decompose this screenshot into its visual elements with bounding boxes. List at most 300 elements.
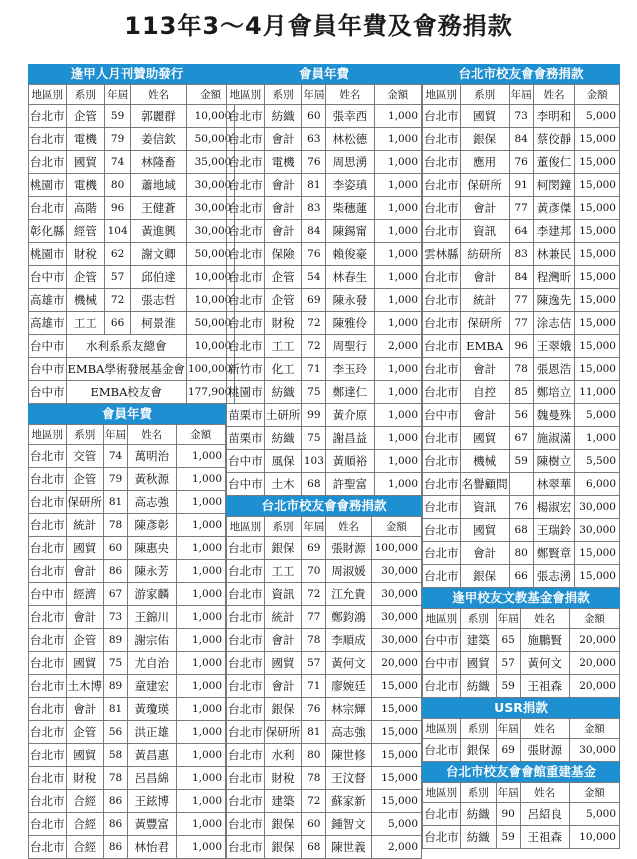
cell-amount: 2,000 (374, 335, 422, 358)
cell-amount: 15,000 (575, 197, 620, 220)
column-header: 地區別 (423, 719, 461, 739)
cell-amount: 30,000 (371, 629, 421, 652)
table-row (423, 473, 620, 496)
table-row (29, 266, 235, 289)
cell-region: 台北市 (29, 836, 67, 859)
column-header: 姓名 (326, 85, 374, 105)
cell-amount: 1,000 (176, 721, 225, 744)
cell-department: 經濟 (66, 583, 104, 606)
cell-amount: 15,000 (371, 675, 421, 698)
cell-department: EMBA (460, 335, 509, 358)
table-row (227, 560, 422, 583)
table-row (227, 105, 422, 128)
cell-year: 78 (104, 514, 128, 537)
column-header: 年屆 (496, 783, 520, 803)
table-row (29, 560, 226, 583)
column-header: 地區別 (227, 517, 265, 537)
table-header-row (423, 609, 620, 629)
cell-department: 財稅 (66, 243, 105, 266)
cell-region: 台北市 (227, 629, 265, 652)
cell-name: 許聖富 (326, 473, 374, 496)
table-row (227, 197, 422, 220)
table-row (227, 243, 422, 266)
table-row (423, 629, 620, 652)
cell-year: 78 (302, 629, 326, 652)
cell-year: 78 (302, 767, 326, 790)
cell-department: 會計 (264, 675, 302, 698)
donation-table (28, 84, 235, 404)
cell-year: 96 (509, 335, 533, 358)
cell-name: 陳彥彰 (128, 514, 177, 537)
cell-year: 86 (104, 790, 128, 813)
cell-region: 台北市 (29, 629, 67, 652)
section-header: 台北市校友會會館重建基金 (422, 762, 620, 782)
cell-region: 桃園市 (227, 381, 265, 404)
table-row (423, 128, 620, 151)
cell-name: 郭麗群 (131, 105, 187, 128)
table-row (227, 450, 422, 473)
cell-department: 會計 (460, 197, 509, 220)
cell-region: 台北市 (29, 790, 67, 813)
cell-department: 會計 (66, 606, 104, 629)
cell-name: 王瑞鈴 (533, 519, 575, 542)
cell-name: 張恩浩 (533, 358, 575, 381)
cell-department: 紡織 (264, 427, 302, 450)
table-row (29, 514, 226, 537)
cell-year: 57 (496, 652, 520, 675)
cell-amount: 1,000 (374, 220, 422, 243)
cell-department: 電機 (66, 128, 105, 151)
cell-amount: 30,000 (186, 220, 234, 243)
cell-department: 資訊 (460, 220, 509, 243)
column-header: 姓名 (128, 425, 177, 445)
cell-year: 79 (104, 468, 128, 491)
donation-table (422, 84, 620, 588)
cell-year: 59 (509, 450, 533, 473)
cell-amount: 15,000 (575, 174, 620, 197)
cell-region: 台北市 (227, 537, 265, 560)
cell-year: 59 (105, 105, 131, 128)
cell-region: 台北市 (29, 698, 67, 721)
column-header: 系別 (460, 85, 509, 105)
cell-amount: 50,000 (186, 243, 234, 266)
cell-name: 施鵬賢 (520, 629, 569, 652)
cell-name: 楊淑宏 (533, 496, 575, 519)
cell-amount: 6,000 (575, 473, 620, 496)
cell-year: 64 (509, 220, 533, 243)
cell-department: 國貿 (66, 151, 105, 174)
cell-amount: 15,000 (575, 358, 620, 381)
table-row (423, 312, 620, 335)
cell-amount: 15,000 (371, 721, 421, 744)
cell-amount: 1,000 (575, 427, 620, 450)
cell-year: 62 (105, 243, 131, 266)
table-row (423, 803, 620, 826)
cell-region: 桃園市 (29, 243, 67, 266)
cell-region: 台北市 (227, 151, 265, 174)
cell-year: 59 (496, 675, 520, 698)
cell-amount: 15,000 (575, 289, 620, 312)
cell-name: 張志哲 (131, 289, 187, 312)
column-header: 姓名 (520, 783, 569, 803)
cell-region: 台北市 (227, 767, 265, 790)
cell-year: 75 (104, 652, 128, 675)
column-header: 系別 (460, 609, 496, 629)
cell-region: 台北市 (227, 197, 265, 220)
cell-department: 土研所 (264, 404, 302, 427)
cell-amount: 1,000 (176, 491, 225, 514)
cell-region: 台北市 (227, 105, 265, 128)
cell-amount: 30,000 (371, 606, 421, 629)
cell-department: 會計 (66, 560, 104, 583)
cell-region: 高雄市 (29, 312, 67, 335)
column-header: 年屆 (302, 85, 326, 105)
cell-name: 王鉉博 (128, 790, 177, 813)
cell-department: 銀保 (264, 537, 302, 560)
cell-amount: 1,000 (374, 243, 422, 266)
cell-year: 86 (104, 836, 128, 859)
cell-department: 統計 (264, 606, 302, 629)
cell-name: 姜信欽 (131, 128, 187, 151)
cell-department: 銀保 (264, 698, 302, 721)
table-row (423, 565, 620, 588)
column-header: 姓名 (131, 85, 187, 105)
cell-amount: 1,000 (374, 427, 422, 450)
cell-region: 台北市 (423, 381, 461, 404)
cell-name: 周思湧 (326, 151, 374, 174)
cell-region: 台北市 (29, 721, 67, 744)
cell-name: 賴俊豪 (326, 243, 374, 266)
table-row (227, 790, 422, 813)
cell-department: 高階 (66, 197, 105, 220)
cell-name: 呂紹良 (520, 803, 569, 826)
cell-region: 台北市 (423, 289, 461, 312)
cell-department: 機械 (460, 450, 509, 473)
cell-department: 保研所 (460, 174, 509, 197)
table-row (227, 721, 422, 744)
cell-year: 84 (509, 128, 533, 151)
section-header: 會員年費 (28, 404, 226, 424)
cell-amount: 15,000 (575, 335, 620, 358)
cell-amount: 10,000 (186, 335, 234, 358)
column-header: 姓名 (326, 517, 371, 537)
cell-amount: 15,000 (371, 767, 421, 790)
cell-region: 台北市 (227, 652, 265, 675)
cell-region: 台北市 (423, 739, 461, 762)
cell-department: 會計 (66, 698, 104, 721)
cell-region: 台北市 (423, 826, 461, 849)
cell-department: 資訊 (264, 583, 302, 606)
cell-department: 紡織 (460, 675, 496, 698)
cell-region: 台北市 (423, 358, 461, 381)
column-header: 系別 (460, 783, 496, 803)
cell-region: 台北市 (423, 803, 461, 826)
cell-name: 陳樹立 (533, 450, 575, 473)
cell-name: 王翠娥 (533, 335, 575, 358)
cell-amount: 11,000 (575, 381, 620, 404)
section-header: 逢甲人月刊贊助發行 (28, 64, 226, 84)
cell-department: 銀保 (460, 128, 509, 151)
cell-region: 台北市 (423, 519, 461, 542)
cell-amount: 5,000 (575, 404, 620, 427)
cell-region: 台北市 (227, 790, 265, 813)
section-s5 (422, 64, 620, 588)
cell-name: 李順成 (326, 629, 371, 652)
cell-year: 77 (509, 197, 533, 220)
cell-department: 銀保 (264, 836, 302, 859)
cell-amount: 1,000 (374, 266, 422, 289)
cell-department: 統計 (66, 514, 104, 537)
column-header: 姓名 (533, 85, 575, 105)
cell-department: 財稅 (66, 767, 104, 790)
cell-region: 雲林縣 (423, 243, 461, 266)
table-row (29, 537, 226, 560)
cell-department: 企管 (66, 468, 104, 491)
cell-department: 保研所 (66, 491, 104, 514)
cell-region: 台中市 (423, 404, 461, 427)
cell-name: 陳永芳 (128, 560, 177, 583)
cell-region: 台北市 (227, 698, 265, 721)
cell-year: 72 (302, 583, 326, 606)
table-row (423, 826, 620, 849)
table-row (29, 445, 226, 468)
cell-amount: 1,000 (176, 560, 225, 583)
cell-year: 103 (302, 450, 326, 473)
cell-amount: 2,000 (371, 836, 421, 859)
table-row (29, 197, 235, 220)
cell-name: 林春生 (326, 266, 374, 289)
cell-name: 張志湧 (533, 565, 575, 588)
cell-amount: 20,000 (569, 629, 619, 652)
cell-amount: 10,000 (569, 826, 619, 849)
table-row (29, 381, 235, 404)
cell-department: 工工 (264, 335, 302, 358)
cell-amount: 50,000 (186, 128, 234, 151)
cell-year: 74 (105, 151, 131, 174)
middle-column (226, 64, 422, 859)
cell-department: 會計 (264, 174, 302, 197)
cell-amount: 15,000 (575, 542, 620, 565)
cell-region: 台北市 (423, 266, 461, 289)
cell-name: 謝昌益 (326, 427, 374, 450)
cell-region: 台北市 (227, 266, 265, 289)
cell-amount: 15,000 (575, 151, 620, 174)
cell-amount: 100,000 (371, 537, 421, 560)
cell-region: 台北市 (227, 836, 265, 859)
cell-name: 洪正雄 (128, 721, 177, 744)
section-s6 (422, 588, 620, 698)
cell-year: 99 (302, 404, 326, 427)
table-row (227, 381, 422, 404)
cell-name: 陳永發 (326, 289, 374, 312)
section-header: 台北市校友會會務捐款 (422, 64, 620, 84)
table-row (423, 519, 620, 542)
cell-amount: 100,000 (186, 358, 234, 381)
cell-region: 台北市 (423, 675, 461, 698)
cell-region: 台中市 (29, 381, 67, 404)
cell-amount: 1,000 (176, 813, 225, 836)
table-row (423, 404, 620, 427)
cell-department: 工工 (264, 560, 302, 583)
cell-name: 林翠華 (533, 473, 575, 496)
column-header: 姓名 (520, 609, 569, 629)
cell-year: 72 (302, 790, 326, 813)
table-row (423, 335, 620, 358)
table-row (227, 404, 422, 427)
cell-region: 台北市 (29, 767, 67, 790)
cell-region: 台北市 (423, 220, 461, 243)
cell-organization: 水利系系友總會 (66, 335, 186, 358)
table-header-row (423, 719, 620, 739)
cell-year: 66 (509, 565, 533, 588)
cell-region: 台北市 (227, 243, 265, 266)
cell-department: 土木博 (66, 675, 104, 698)
cell-year: 69 (302, 289, 326, 312)
cell-department: 企管 (264, 266, 302, 289)
cell-amount: 1,000 (374, 128, 422, 151)
cell-department: 化工 (264, 358, 302, 381)
cell-department: 企管 (66, 266, 105, 289)
cell-amount: 1,000 (176, 514, 225, 537)
cell-year: 67 (104, 583, 128, 606)
table-row (423, 427, 620, 450)
cell-amount: 5,000 (371, 813, 421, 836)
section-s7 (422, 698, 620, 762)
cell-name: 江允貴 (326, 583, 371, 606)
table-row (423, 243, 620, 266)
table-row (227, 537, 422, 560)
cell-year: 78 (509, 358, 533, 381)
cell-amount: 30,000 (575, 519, 620, 542)
cell-amount: 1,000 (176, 790, 225, 813)
cell-name: 柯閔鐘 (533, 174, 575, 197)
table-row (423, 266, 620, 289)
cell-year: 71 (302, 358, 326, 381)
cell-amount: 10,000 (186, 105, 234, 128)
table-row (227, 813, 422, 836)
cell-name: 高志強 (326, 721, 371, 744)
cell-region: 台中市 (29, 335, 67, 358)
cell-year: 85 (509, 381, 533, 404)
cell-year: 69 (496, 739, 520, 762)
cell-name: 周淑媛 (326, 560, 371, 583)
table-row (227, 312, 422, 335)
cell-year: 76 (302, 698, 326, 721)
section-s3 (226, 64, 422, 496)
column-header: 地區別 (423, 783, 461, 803)
table-row (227, 473, 422, 496)
column-header: 系別 (264, 85, 302, 105)
table-row (29, 813, 226, 836)
cell-year: 74 (104, 445, 128, 468)
column-header: 年屆 (302, 517, 326, 537)
cell-amount: 5,000 (575, 105, 620, 128)
cell-year: 73 (104, 606, 128, 629)
table-row (227, 744, 422, 767)
section-s8 (422, 762, 620, 849)
column-header: 金額 (575, 85, 620, 105)
table-row (29, 744, 226, 767)
cell-name: 程灣昕 (533, 266, 575, 289)
cell-year: 56 (104, 721, 128, 744)
cell-year: 89 (104, 629, 128, 652)
cell-year: 77 (509, 312, 533, 335)
cell-amount: 1,000 (176, 445, 225, 468)
column-header: 金額 (186, 85, 234, 105)
cell-year: 60 (302, 813, 326, 836)
cell-department: 企管 (66, 629, 104, 652)
table-row (423, 151, 620, 174)
table-row (423, 289, 620, 312)
cell-region: 台中市 (227, 473, 265, 496)
cell-amount: 10,000 (186, 289, 234, 312)
cell-amount: 1,000 (176, 767, 225, 790)
cell-amount: 1,000 (374, 151, 422, 174)
cell-name: 王祖森 (520, 675, 569, 698)
cell-department: 銀保 (460, 565, 509, 588)
table-row (29, 358, 235, 381)
cell-year: 104 (105, 220, 131, 243)
table-row (423, 197, 620, 220)
cell-region: 台北市 (423, 151, 461, 174)
cell-name: 王汶督 (326, 767, 371, 790)
section-s4 (226, 496, 422, 859)
cell-name: 周聖行 (326, 335, 374, 358)
cell-amount: 1,000 (374, 174, 422, 197)
cell-name: 鍾智文 (326, 813, 371, 836)
cell-amount: 15,000 (575, 565, 620, 588)
cell-name: 黃昌惠 (128, 744, 177, 767)
cell-name: 尤自治 (128, 652, 177, 675)
cell-year: 63 (302, 128, 326, 151)
cell-year: 54 (302, 266, 326, 289)
cell-amount: 15,000 (575, 220, 620, 243)
cell-department: 財稅 (264, 767, 302, 790)
column-header: 年屆 (496, 609, 520, 629)
cell-name: 林松德 (326, 128, 374, 151)
table-row (29, 698, 226, 721)
cell-region: 苗栗市 (227, 404, 265, 427)
cell-department: 紡織 (460, 826, 496, 849)
cell-region: 台北市 (227, 128, 265, 151)
cell-amount: 35,000 (186, 151, 234, 174)
cell-department: 保險 (264, 243, 302, 266)
cell-amount: 1,000 (176, 675, 225, 698)
cell-year: 84 (509, 266, 533, 289)
cell-name: 謝文卿 (131, 243, 187, 266)
cell-region: 台北市 (29, 813, 67, 836)
right-column (422, 64, 620, 849)
section-header: 會員年費 (226, 64, 422, 84)
table-row (423, 174, 620, 197)
cell-year: 86 (104, 813, 128, 836)
table-row (29, 105, 235, 128)
cell-region: 台北市 (423, 174, 461, 197)
table-row (423, 381, 620, 404)
section-s2 (28, 404, 226, 859)
cell-year: 68 (509, 519, 533, 542)
cell-name: 鄭達仁 (326, 381, 374, 404)
cell-year: 60 (302, 105, 326, 128)
cell-name: 陳錫甯 (326, 220, 374, 243)
cell-department: 合經 (66, 813, 104, 836)
cell-amount: 1,000 (374, 381, 422, 404)
cell-year: 75 (302, 427, 326, 450)
cell-region: 台北市 (29, 675, 67, 698)
cell-region: 桃園市 (29, 174, 67, 197)
cell-amount: 1,000 (176, 652, 225, 675)
table-row (227, 675, 422, 698)
